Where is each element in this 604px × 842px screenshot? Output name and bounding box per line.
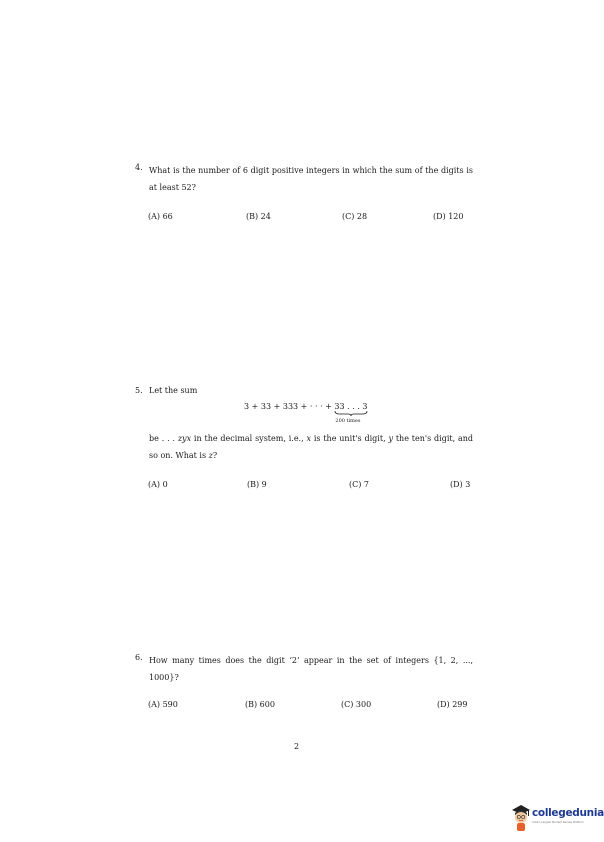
option-b: (B) 24 xyxy=(246,212,271,221)
question-number: 5. xyxy=(135,386,143,395)
question-number: 4. xyxy=(135,163,143,172)
logo-tagline: India's Largest Student Review Platform xyxy=(532,821,584,824)
question-text: What is the number of 6 digit positive integers in which the sum of the digits is at least 52? xyxy=(149,166,473,192)
question-intro: Let the sum xyxy=(149,386,198,395)
text-segment: be . . . xyxy=(149,434,178,443)
variable-x: x xyxy=(306,434,311,443)
option-a: (A) 590 xyxy=(148,700,178,709)
page-number: 2 xyxy=(294,742,300,751)
mascot-icon xyxy=(511,802,531,832)
option-d: (D) 120 xyxy=(433,212,464,221)
option-d: (D) 3 xyxy=(450,480,471,489)
option-a: (A) 0 xyxy=(148,480,168,489)
underbrace-group xyxy=(334,402,368,424)
text-segment: is the unit's digit, xyxy=(311,434,389,443)
option-a: (A) 66 xyxy=(148,212,173,221)
option-d: (D) 299 xyxy=(437,700,468,709)
logo-wordmark: collegedunia xyxy=(532,807,604,819)
variable-y: y xyxy=(388,434,393,443)
underbrace-label: 200 times xyxy=(335,418,361,424)
question-number: 6. xyxy=(135,653,143,662)
text-segment: ? xyxy=(212,451,218,460)
option-b: (B) 600 xyxy=(245,700,275,709)
option-c: (C) 7 xyxy=(349,480,369,489)
question-text xyxy=(149,430,473,464)
option-c: (C) 300 xyxy=(341,700,372,709)
collegedunia-logo xyxy=(511,801,604,833)
question-text: How many times does the digit ‘2’ appear in the set of integers {1, 2, ..., 1000}? xyxy=(149,656,473,682)
equation-left: 3 + 33 + 333 + · · · + xyxy=(244,402,335,411)
underbrace-icon xyxy=(334,411,367,416)
option-b: (B) 9 xyxy=(247,480,267,489)
sum-equation xyxy=(244,402,368,424)
variable-zyx: zyx xyxy=(177,434,192,443)
text-segment: in the decimal system, i.e., xyxy=(191,434,307,443)
variable-z: z xyxy=(208,451,213,460)
underbrace-top: 33 . . . 3 xyxy=(334,402,368,411)
text-segment: the ten's digit, and so on. What is xyxy=(149,434,474,460)
option-c: (C) 28 xyxy=(342,212,368,221)
